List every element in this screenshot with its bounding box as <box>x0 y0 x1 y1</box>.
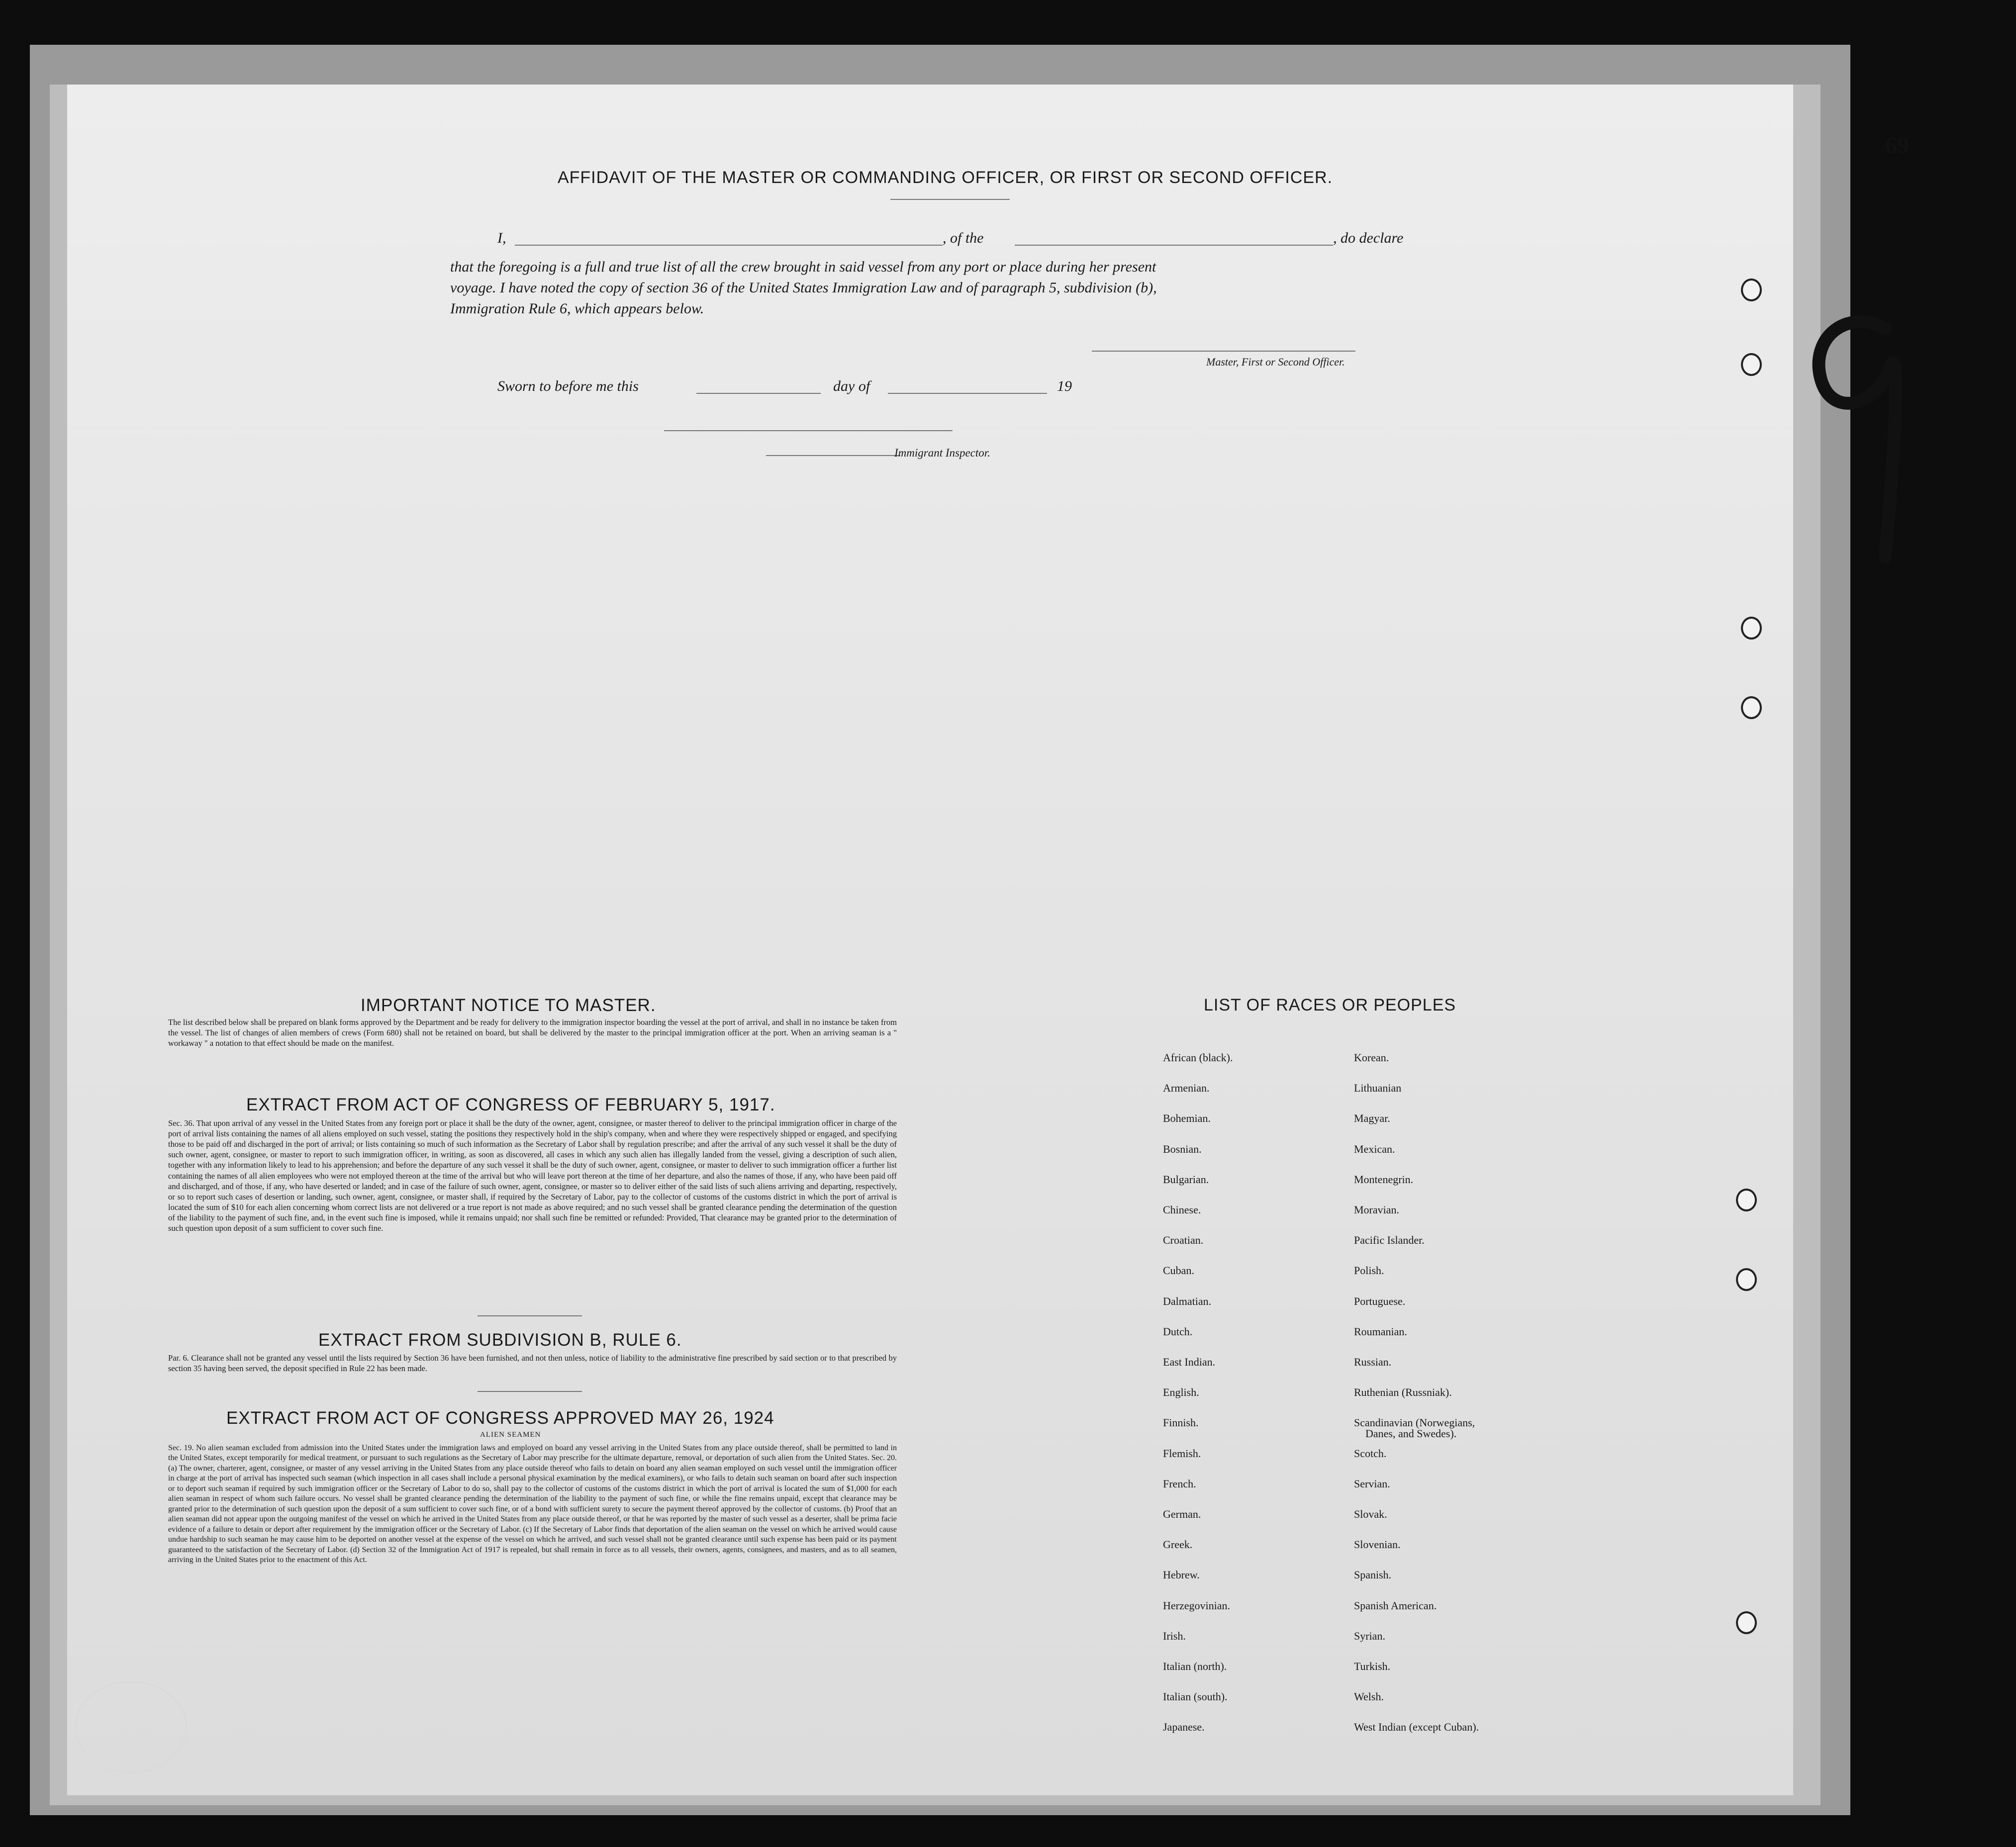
affidavit-line-4: Immigration Rule 6, which appears below. <box>450 300 704 317</box>
race-item: Italian (north). <box>1163 1660 1227 1672</box>
race-item: Russian. <box>1354 1356 1392 1368</box>
race-item: Spanish. <box>1354 1569 1392 1581</box>
race-item: Welsh. <box>1354 1690 1384 1703</box>
notice-text: The list described below shall be prepared on blank forms approved by the Department and be ready for delivery to the immigration inspector boarding the vessel at the port of arrival, and shall in no instance be taken from the vessel. The list of changes of alien members of crews (Form 680) shall not be retained on board, but shall be delivered by the master to the principal immigration officer at the port. When an arriving seaman is a " workaway " a notation to that effect should be made on the manifest. <box>168 1017 897 1048</box>
race-item: Japanese. <box>1163 1721 1205 1734</box>
race-item: Spanish American. <box>1354 1599 1437 1612</box>
race-item: Croatian. <box>1163 1234 1204 1247</box>
vessel-blank[interactable] <box>1015 245 1333 246</box>
race-item: Slovenian. <box>1354 1538 1401 1551</box>
races-title: LIST OF RACES OR PEOPLES <box>1204 996 1456 1015</box>
extract-1924-title: EXTRACT FROM ACT OF CONGRESS APPROVED MAY 26, 1924 <box>226 1408 774 1428</box>
affidavit-i: I, <box>497 230 506 246</box>
affidavit-do-declare: , do declare <box>1333 230 1404 246</box>
extract-1917-title: EXTRACT FROM ACT OF CONGRESS OF FEBRUARY 5, 1917. <box>246 1095 775 1114</box>
race-item-continuation: Danes, and Swedes). <box>1365 1427 1457 1440</box>
month-blank[interactable] <box>888 393 1047 394</box>
race-item: Armenian. <box>1163 1082 1210 1095</box>
race-item: Chinese. <box>1163 1203 1201 1216</box>
divider <box>890 199 1010 200</box>
day-blank[interactable] <box>696 393 821 394</box>
binder-hole-icon <box>1741 617 1762 640</box>
name-blank[interactable] <box>515 245 943 246</box>
handwritten-stroke-icon <box>1786 298 1925 577</box>
race-item: German. <box>1163 1508 1201 1520</box>
race-item: Servian. <box>1354 1477 1390 1490</box>
race-item: Magyar. <box>1354 1112 1390 1125</box>
extract-rule6-title: EXTRACT FROM SUBDIVISION B, RULE 6. <box>318 1330 682 1350</box>
race-item: Scandinavian (Norwegians, <box>1354 1416 1475 1429</box>
race-item: Pacific Islander. <box>1354 1234 1425 1247</box>
divider <box>478 1315 582 1316</box>
race-item: Dalmatian. <box>1163 1294 1212 1307</box>
race-item: Greek. <box>1163 1538 1193 1551</box>
extract-1917-text: Sec. 36. That upon arrival of any vessel in the United States from any foreign port or place it shall be the duty of the owner, agent, consignee, or master thereof to deliver to the principal immigration officer in charge of the port of arrival lists containing the names of all aliens employed on such vessel, stating the positions they respectively hold in the ship's company, when and where they were respectively shipped or engaged, and specifying those to be paid off and discharged in the port of arrival; or lists containing so much of such information as the Secretary of Labor shall by regulation prescribe; and after the arrival of any such vessel it shall be the duty of such owner, agent, consignee, or master to report to such immigration officer, in writing, as soon as discovered, all cases in which any such alien has illegally landed from the vessel, giving a description of such alien, together with any information likely to lead to his apprehension; and before the departure of any such vessel it shall be the duty of such owner, agent, consignee, or master to deliver to such immigration officer a further list containing the names of all alien employees who were not employed thereon at the time of the arrival but who will leave port thereon at the time of her departure, and also the names of those, if any, who have been paid off and discharged, and of those, if any, who have deserted or landed; and in case of the failure of such owner, agent, consignee, or master so to deliver either of the said lists of such aliens arriving and departing, respectively, or so to report such cases of desertion or landing, such owner, agent, consignee, or master shall, if required by the Secretary of Labor, pay to the collector of customs of the customs district in which the port of arrival is located the sum of $10 for each alien concerning whom correct lists are not delivered or a true report is not made as above required; and no such vessel shall be granted clearance pending the determination of the question of the liability to the payment of such fine, and, in the event such fine is imposed, while it remains unpaid; nor shall such fine be remitted or refunded: Provided, That clearance may be granted prior to the determination of such question upon deposit of a sum sufficient to cover such fine. <box>168 1118 897 1233</box>
binder-hole-icon <box>1736 1611 1757 1634</box>
affidavit-line-3: voyage. I have noted the copy of section 36 of the United States Immigration Law and of paragraph 5, subdivision (b), <box>450 279 1157 296</box>
race-item: Korean. <box>1354 1051 1389 1064</box>
binder-hole-icon <box>1741 278 1762 301</box>
master-signature-label: Master, First or Second Officer. <box>1206 356 1345 368</box>
extract-rule6-text: Par. 6. Clearance shall not be granted any vessel until the lists required by Section 36 have been furnished, and not then unless, notice of liability to the administrative fine prescribed by said section or to that prescribed by section 35 having been served, the deposit specified in Rule 22 has been made. <box>168 1353 897 1374</box>
race-item: Roumanian. <box>1354 1325 1407 1338</box>
faded-stamp <box>75 1681 187 1773</box>
master-signature-line[interactable] <box>1092 351 1355 352</box>
binder-hole-icon <box>1741 353 1762 376</box>
race-item: Bulgarian. <box>1163 1173 1209 1186</box>
race-item: Hebrew. <box>1163 1569 1200 1581</box>
inspector-signature-line[interactable] <box>766 455 900 456</box>
race-item: Syrian. <box>1354 1629 1385 1642</box>
race-item: Bosnian. <box>1163 1142 1202 1155</box>
day-of-text: day of <box>833 378 870 394</box>
race-item: Scotch. <box>1354 1447 1387 1460</box>
divider <box>478 1391 582 1392</box>
race-item: Dutch. <box>1163 1325 1193 1338</box>
race-item: West Indian (except Cuban). <box>1354 1721 1479 1734</box>
race-item: Montenegrin. <box>1354 1173 1414 1186</box>
sworn-before-text: Sworn to before me this <box>497 378 639 394</box>
notice-title: IMPORTANT NOTICE TO MASTER. <box>361 996 656 1015</box>
race-item: Polish. <box>1354 1264 1384 1277</box>
affidavit-line-2: that the foregoing is a full and true list of all the crew brought in said vessel from any port or place during her present <box>450 259 1156 275</box>
binder-hole-icon <box>1741 696 1762 719</box>
divider <box>664 430 953 431</box>
race-item: Irish. <box>1163 1629 1186 1642</box>
race-item: Portuguese. <box>1354 1294 1406 1307</box>
page-number: 69 <box>1885 132 1909 159</box>
extract-1924-subtitle: ALIEN SEAMEN <box>480 1431 541 1439</box>
race-item: English. <box>1163 1386 1199 1399</box>
race-item: Bohemian. <box>1163 1112 1211 1125</box>
race-item: French. <box>1163 1477 1196 1490</box>
affidavit-of-the: , of the <box>943 230 984 246</box>
affidavit-title: AFFIDAVIT OF THE MASTER OR COMMANDING OFFICER, OR FIRST OR SECOND OFFICER. <box>557 168 1333 187</box>
race-item: Turkish. <box>1354 1660 1391 1672</box>
race-item: Cuban. <box>1163 1264 1194 1277</box>
race-item: African (black). <box>1163 1051 1233 1064</box>
year-prefix: 19 <box>1057 378 1072 394</box>
race-item: Italian (south). <box>1163 1690 1228 1703</box>
race-item: Herzegovinian. <box>1163 1599 1230 1612</box>
race-item: Moravian. <box>1354 1203 1400 1216</box>
extract-1924-text: Sec. 19. No alien seaman excluded from admission into the United States under the immigration laws and employed on board any vessel arriving in the United States from any place outside thereof, shall be permitted to land in the United States, except temporarily for medical treatment, or pursuant to such regulations as the Secretary of Labor may prescribe for the ultimate departure, removal, or deportation of such alien from the United States. Sec. 20. (a) The owner, charterer, agent, consignee, or master of any vessel arriving in the United States from any place outside thereof who fails to detain on board any alien seaman employed on such vessel until the immigration officer in charge at the port of arrival has inspected such seaman (which inspection in all cases shall include a personal physical examination by the medical examiners), or who fails to detain such seaman on board after such inspection or to deport such seaman if required by such immigration officer or the Secretary of Labor to do so, shall pay to the collector of customs of the customs district in which the port of arrival is located the sum of $1,000 for each alien seaman in respect of whom such failure occurs. No vessel shall be granted clearance pending the determination of the liability to the payment of such fine, or while the fine remains unpaid, except that clearance may be granted prior to the determination of such question upon the deposit of a sum sufficient to cover such fine, or of a bond with sufficient surety to secure the payment thereof approved by the collector of customs. (b) Proof that an alien seaman did not appear upon the outgoing manifest of the vessel on which he arrived in the United States from any place outside thereof, or that he was reported by the master of such vessel as a deserter, shall be prima facie evidence of a failure to detain or deport after requirement by the immigration officer or the Secretary of Labor. (c) If the Secretary of Labor finds that deportation of the alien seaman on the vessel on which he arrived would cause undue hardship to such seaman he may cause him to be deported on another vessel at the expense of the vessel on which he arrived, and such vessel shall not be granted clearance until such expense has been paid or its payment guaranteed to the satisfaction of the Secretary of Labor. (d) Section 32 of the Immigration Act of 1917 is repealed, but shall remain in force as to all vessels, their owners, agents, consignees, and masters, and as to all seamen, arriving in the United States prior to the enactment of this Act. <box>168 1444 897 1565</box>
race-item: East Indian. <box>1163 1356 1216 1368</box>
race-item: Finnish. <box>1163 1416 1199 1429</box>
binder-hole-icon <box>1736 1189 1757 1211</box>
race-item: Slovak. <box>1354 1508 1387 1520</box>
race-item: Flemish. <box>1163 1447 1201 1460</box>
race-item: Lithuanian <box>1354 1082 1402 1095</box>
race-item: Mexican. <box>1354 1142 1395 1155</box>
binder-hole-icon <box>1736 1268 1757 1291</box>
inspector-label: Immigrant Inspector. <box>894 447 990 459</box>
race-item: Ruthenian (Russniak). <box>1354 1386 1452 1399</box>
